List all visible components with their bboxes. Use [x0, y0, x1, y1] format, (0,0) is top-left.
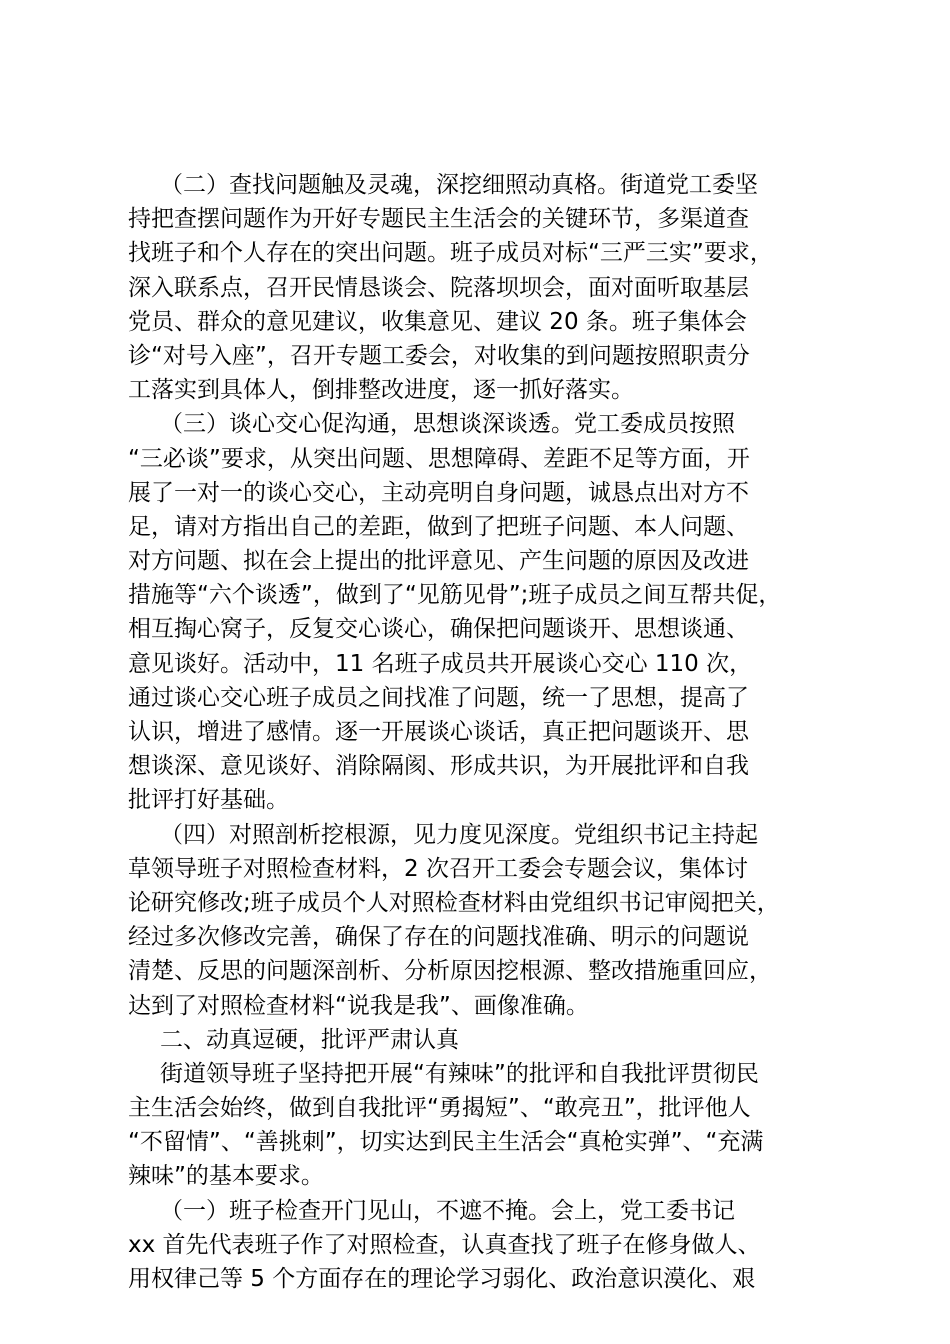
text-line: 草领导班子对照检查材料，2 次召开工委会专题会议，集体讨: [128, 855, 748, 882]
text-line: “三必谈”要求，从突出问题、思想障碍、差距不足等方面，开: [128, 445, 750, 472]
text-line: （一）班子检查开门见山，不遮不掩。会上，党工委书记: [160, 1197, 735, 1224]
text-line: 论研究修改;班子成员个人对照检查材料由党组织书记审阅把关，: [128, 889, 780, 916]
text-line: 想谈深、意见谈好、消除隔阂、形成共识，为开展批评和自我: [128, 753, 749, 780]
text-line: （四）对照剖析挖根源，见力度见深度。党组织书记主持起: [160, 821, 758, 848]
text-line: （二）查找问题触及灵魂，深挖细照动真格。街道党工委坚: [160, 172, 758, 198]
text-line: 相互掏心窝子，反复交心谈心，确保把问题谈开、思想谈通、: [128, 616, 749, 643]
text-line: 辣味”的基本要求。: [128, 1163, 324, 1190]
text-line: 经过多次修改完善，确保了存在的问题找准确、明示的问题说: [128, 924, 749, 951]
text-line: “不留情”、“善挑刺”，切实达到民主生活会“真枪实弹”、“充满: [128, 1129, 764, 1156]
text-line: xx 首先代表班子作了对照检查，认真查找了班子在修身做人、: [128, 1231, 761, 1258]
text-line: 主生活会始终，做到自我批评“勇揭短”、“敢亮丑”，批评他人: [128, 1095, 751, 1122]
text-line: 清楚、反思的问题深剖析、分析原因挖根源、整改措施重回应，: [128, 958, 772, 985]
text-line: 深入联系点，召开民情恳谈会、院落坝坝会，面对面听取基层: [128, 274, 749, 301]
document-body: [128, 168, 848, 1296]
text-line: 工落实到具体人，倒排整改进度，逐一抓好落实。: [128, 377, 634, 404]
text-line: 认识，增进了感情。逐一开展谈心谈话，真正把问题谈开、思: [128, 719, 749, 745]
text-line: 街道领导班子坚持把开展“有辣味”的批评和自我批评贯彻民: [160, 1060, 759, 1087]
text-line: 足，请对方指出自己的差距，做到了把班子问题、本人问题、: [128, 513, 749, 540]
text-line: 找班子和个人存在的突出问题。班子成员对标“三严三实”要求，: [128, 240, 773, 267]
section-heading: 二、动真逗硬，批评严肃认真: [160, 1026, 459, 1053]
text-line: 持把查摆问题作为开好专题民主生活会的关键环节，多渠道查: [128, 206, 749, 233]
text-line: 意见谈好。活动中，11 名班子成员共开展谈心交心 110 次，: [128, 650, 753, 677]
text-line: 展了一对一的谈心交心，主动亮明自身问题，诚恳点出对方不: [128, 479, 749, 506]
text-line: 党员、群众的意见建议，收集意见、建议 20 条。班子集体会: [128, 308, 747, 335]
text-line: 措施等“六个谈透”，做到了“见筋见骨”;班子成员之间互帮共促，: [128, 582, 782, 609]
text-line: 对方问题、拟在会上提出的批评意见、产生问题的原因及改进: [128, 548, 749, 575]
text-line: 批评打好基础。: [128, 787, 289, 814]
text-line: 达到了对照检查材料“说我是我”、画像准确。: [128, 992, 589, 1019]
text-line: （三）谈心交心促沟通，思想谈深谈透。党工委成员按照: [160, 411, 735, 438]
text-line: 通过谈心交心班子成员之间找准了问题，统一了思想，提高了: [128, 684, 749, 711]
text-line: 诊“对号入座”，召开专题工委会，对收集的到问题按照职责分: [128, 342, 750, 369]
text-line: 用权律己等 5 个方面存在的理论学习弱化、政治意识漠化、艰: [128, 1266, 756, 1292]
